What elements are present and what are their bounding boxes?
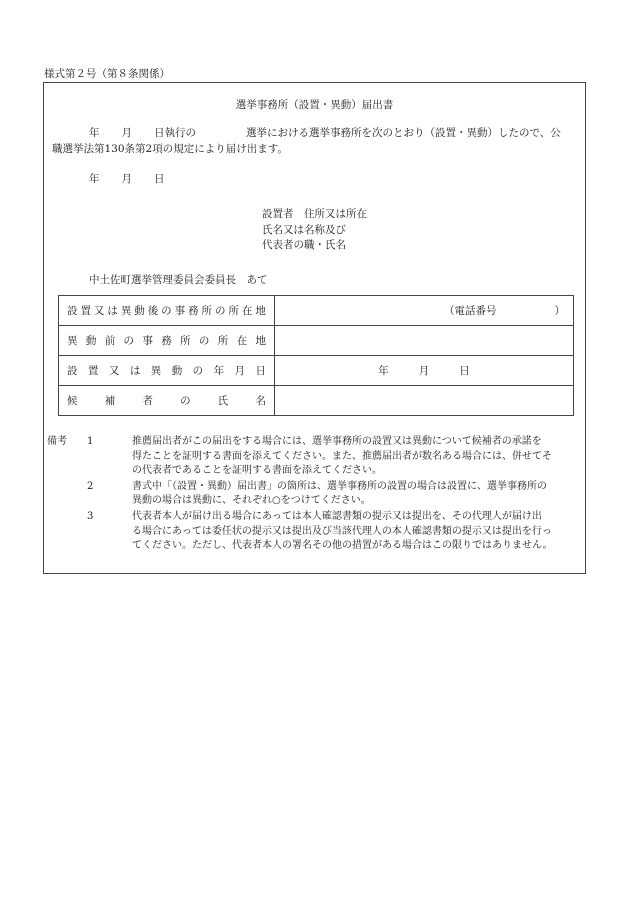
applicant-name-label: 氏名又は名称及び — [262, 223, 346, 236]
label-char: の — [123, 335, 135, 347]
remark-item — [47, 480, 583, 509]
label-char: 又 — [108, 365, 120, 377]
table-row — [59, 296, 574, 326]
applicant-representative-label: 代表者の職・氏名 — [262, 239, 346, 251]
phone-close-paren: ） — [554, 305, 565, 317]
office-info-table — [58, 295, 574, 416]
label-char: 後 — [147, 305, 159, 317]
label-char: 所 — [217, 335, 229, 347]
label-char: 在 — [241, 305, 253, 317]
remark-line: の代表者であることを証明する書面を添えてください。 — [132, 465, 382, 477]
new-office-location-field[interactable] — [275, 296, 574, 326]
label-char: 月 — [234, 365, 245, 377]
label-char: 氏 — [217, 395, 229, 407]
table-row — [59, 356, 574, 386]
candidate-name-field[interactable] — [275, 386, 574, 416]
intro-paragraph — [52, 125, 580, 157]
date-month: 月 — [121, 173, 132, 185]
label-char: 動 — [85, 335, 97, 347]
intro-year: 年 — [89, 127, 100, 139]
label-char: 名 — [255, 395, 266, 407]
remark-line: 推薦届出者がこの届出をする場合には、選挙事務所の設置又は異動について候補者の承諾を — [132, 436, 542, 447]
table-row — [59, 386, 574, 416]
label-char: 設 — [67, 305, 78, 317]
label-char: 事 — [174, 305, 186, 317]
label-char: の — [180, 395, 191, 407]
remark-line: 代表者本人が届け出る場合にあっては本人確認書類の提示又は提出を、その代理人が届け出 — [132, 510, 542, 522]
remarks-heading: 備考 — [47, 436, 67, 447]
addressee: 中土佐町選挙管理委員会委員長 あて — [89, 274, 268, 286]
date-day: 日 — [154, 173, 165, 185]
remark-item — [47, 510, 583, 554]
label-char: 又 — [93, 305, 105, 317]
remark-line: る場合にあっては委任状の提示又は提出及び当該代理人の本人確認書類の提示又は提出を行っ — [132, 525, 552, 537]
table-row — [59, 326, 574, 356]
remark-item — [47, 435, 583, 479]
label-char: の — [192, 365, 204, 377]
label-char: 所 — [180, 335, 191, 347]
label-char: 在 — [236, 335, 248, 347]
intro-month: 月 — [121, 127, 132, 139]
label-char: 地 — [255, 305, 266, 317]
remark-number: 1 — [87, 436, 94, 447]
label-char: は — [107, 305, 118, 317]
intro-election-text: 選挙における選挙事務所を次のとおり（設置・異動）したので、公 — [246, 127, 561, 139]
label-char: 異 — [120, 305, 132, 317]
label-char: 所 — [228, 305, 239, 317]
label-char: 動 — [134, 305, 145, 317]
label-char: 務 — [161, 335, 172, 347]
change-date-year: 年 — [378, 365, 389, 377]
change-date-field[interactable] — [275, 356, 574, 386]
remark-line: 異動の場合は異動に、それぞれ○をつけてください。 — [132, 495, 371, 507]
form-frame — [43, 82, 586, 574]
label-char: 日 — [255, 365, 266, 377]
label-char: 事 — [142, 335, 153, 347]
previous-office-location-field[interactable] — [275, 326, 574, 356]
remark-line: 得たことを証明する書面を添えてください。また、推薦届出者が数名ある場合には、併せてそ — [132, 450, 552, 462]
label-char: 前 — [104, 335, 116, 347]
date-year: 年 — [89, 173, 100, 185]
remarks-section — [47, 435, 583, 554]
label-char: の — [214, 305, 226, 317]
label-char: の — [198, 335, 210, 347]
label-char: は — [129, 365, 141, 377]
label-char: 置 — [80, 305, 91, 317]
remark-number: 3 — [87, 510, 94, 522]
label-char: 所 — [201, 305, 213, 317]
label-char: 動 — [171, 365, 183, 377]
label-char: 異 — [150, 365, 162, 377]
label-char: 年 — [213, 365, 225, 377]
intro-line2: 職選挙法第130条第2項の規定により届け出ます。 — [52, 143, 288, 155]
label-change-date — [59, 356, 275, 386]
form-number: 様式第２号（第８条関係） — [44, 68, 170, 80]
label-char: 地 — [255, 335, 266, 347]
label-char: 補 — [104, 395, 116, 407]
label-char: の — [161, 305, 172, 317]
intro-day-exec: 日執行の — [154, 127, 196, 139]
phone-number-label: （電話番号 — [444, 305, 497, 317]
applicant-block — [262, 207, 367, 254]
remark-line: 書式中「（設置・異動）届出書」の箇所は、選挙事務所の設置の場合は設置に、選挙事務所の — [132, 480, 547, 492]
label-char: 候 — [67, 395, 78, 407]
label-char: 異 — [67, 335, 78, 347]
label-char: 者 — [142, 395, 153, 407]
label-previous-office-location — [59, 326, 275, 356]
change-date-day: 日 — [459, 365, 470, 377]
label-char: 置 — [87, 365, 99, 377]
label-char: 務 — [188, 305, 199, 317]
remark-line: てください。ただし、代表者本人の署名その他の措置がある場合はこの限りではありません。 — [132, 540, 553, 552]
label-char: 設 — [67, 365, 78, 377]
label-new-office-location — [59, 296, 275, 326]
applicant-address-label: 設置者 住所又は所在 — [262, 208, 367, 220]
label-candidate-name — [59, 386, 275, 416]
document-title: 選挙事務所（設置・異動）届出書 — [235, 99, 394, 111]
submission-date — [89, 171, 165, 186]
remark-number: 2 — [87, 480, 94, 492]
change-date-month: 月 — [418, 365, 430, 377]
